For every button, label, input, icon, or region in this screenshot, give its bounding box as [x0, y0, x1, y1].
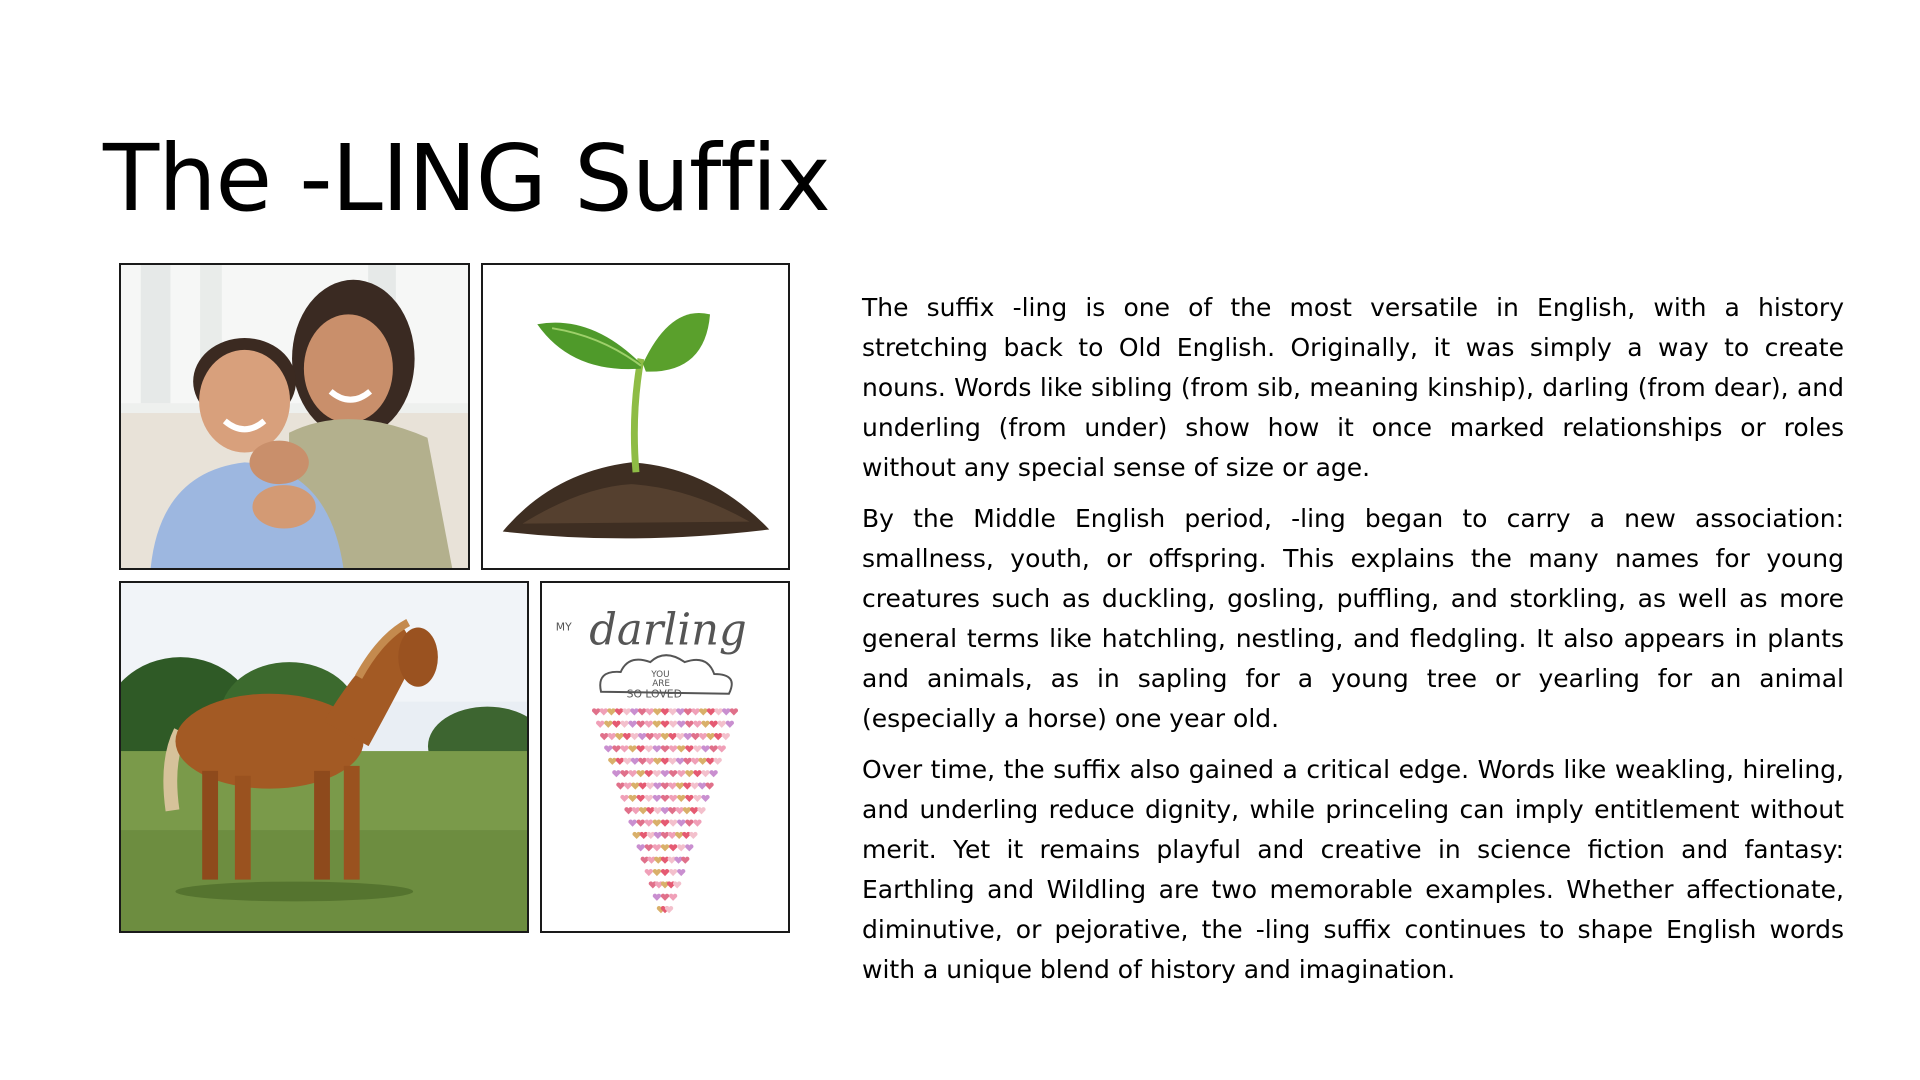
yearling-horse-photo [119, 581, 529, 933]
card-are-text: ARE [652, 678, 670, 689]
slide-title: The -LING Suffix [103, 125, 830, 232]
sprout-photo [481, 263, 790, 570]
card-darling-text: darling [589, 605, 747, 656]
card-you-text: YOU [651, 669, 670, 680]
siblings-photo [119, 263, 470, 570]
body-text [862, 288, 1844, 1001]
card-my-text: MY [555, 620, 572, 634]
paragraph-origins: The suffix -ling is one of the most versatile in English, with a history stretching back to Old English. Originally, it was simply a way to create nouns. Words like sibling (from sib, meaning kinship), darling (from dear), and underling (from under) show how it once marked relationships or roles without any special sense of size or age. [862, 293, 1844, 482]
paragraph-critical-edge: Over time, the suffix also gained a critical edge. Words like weakling, hireling, and underling reduce dignity, while princeling can imply entitlement without merit. Yet it remains playful and creative in science fiction and fantasy: Earthling and Wildling are two memorable examples. Whether affectionate, diminutive, or pejorative, the -ling suffix continues to shape English words with a unique blend of history and imagination. [862, 755, 1844, 984]
darling-card-image [540, 581, 790, 933]
paragraph-middle-english: By the Middle English period, -ling began to carry a new association: smallness, youth, or offspring. This explains the many names for young creatures such as duckling, gosling, puffling, and storkling, as well as more general terms like hatchling, nestling, and fledgling. It also appears in plants and animals, as in sapling for a young tree or yearling for an animal (especially a horse) one year old. [862, 504, 1844, 733]
card-so-loved-text: SO LOVED [626, 687, 682, 701]
